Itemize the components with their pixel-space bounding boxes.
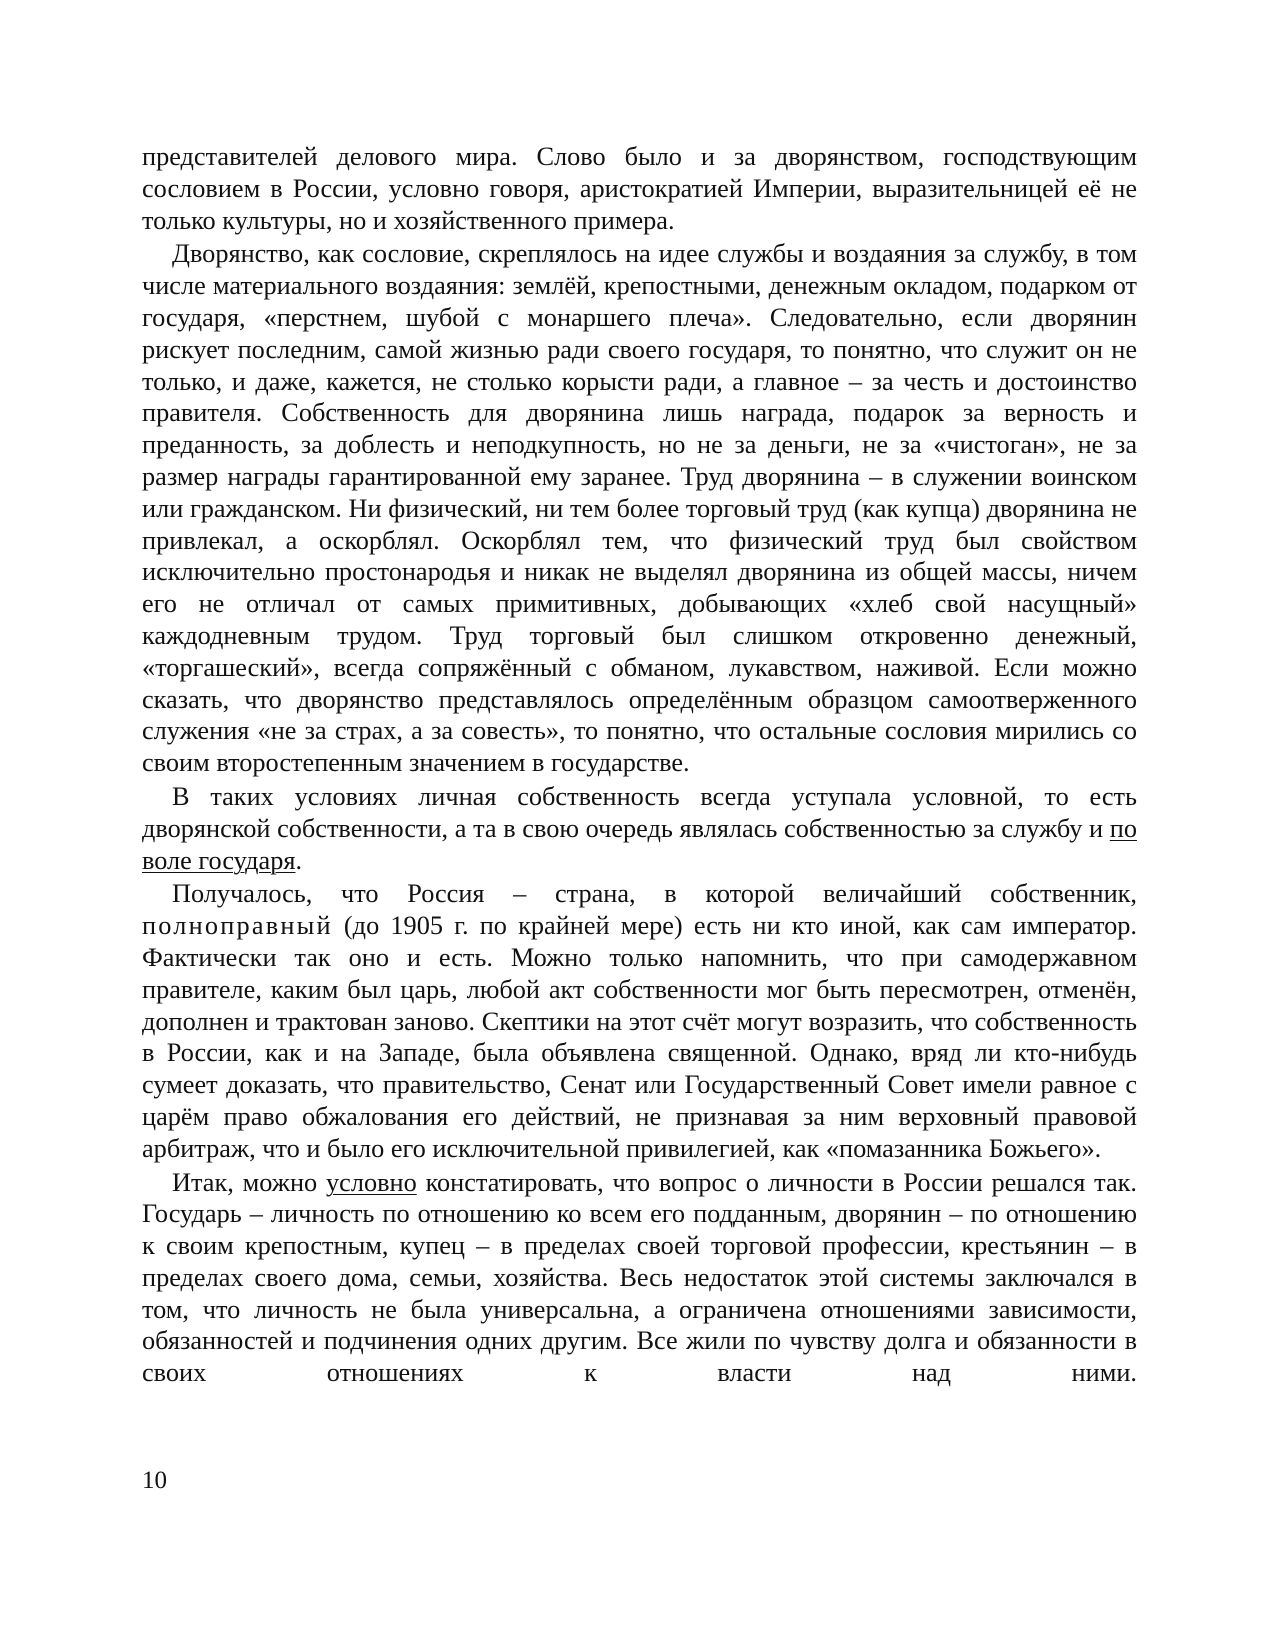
paragraph-3 xyxy=(142,781,1137,876)
paragraph-1-text: представителей делового мира. Слово было и за дворянством, господствующим сословием в России, условно говоря, аристократией Империи, выразительницей её не только культуры, но и хозяйственного примера. xyxy=(142,142,1137,235)
paragraph-2 xyxy=(142,238,1137,779)
body-text xyxy=(142,141,1137,1391)
paragraph-5-text-before: Итак, можно xyxy=(172,1167,327,1197)
page-number: 10 xyxy=(142,1467,167,1494)
paragraph-5-text-after: констатировать, что вопрос о личности в России решался так. Государь – личность по отношению ко всем его подданным, дворянин – по отношению к своим крепостным, купец – в пределах своей торговой профессии, крестьянин – в пределах своего дома, семьи, хозяйства. Весь недостаток этой системы заключался в том, что личность не была универсальна, а ограничена отношениями зависимости, обязанностей и подчинения одних другим. Все жили по чувству долга и обязанности в своих отношениях к власти над ними. xyxy=(142,1167,1138,1388)
spaced-word-polnopravny: полноправный xyxy=(142,911,333,941)
paragraph-3-text-before: В таких условиях личная собственность всегда уступала условной, то есть дворянской собственности, а та в свою очередь являлась собственностью за службу и xyxy=(142,781,1137,843)
paragraph-2-text: Дворянство, как сословие, скреплялось на идее службы и воздаяния за службу, в том числе материального воздаяния: землёй, крепостными, денежным окладом, подарком от государя, «перстнем, шубой с монаршего плеча». Следовательно, если дворянин рискует последним, самой жизнью ради своего государя, то понятно, что служит он не только, и даже, кажется, не столько корысти ради, а главное – за честь и достоинство правителя. Собственность для дворянина лишь награда, подарок за верность и преданность, за доблесть и неподкупность, но не за деньги, не за «чистоган», не за размер награды гарантированной ему заранее. Труд дворянина – в служении воинском или гражданском. Ни физический, ни тем более торговый труд (как купца) дворянина не привлекал, а оскорблял. Оскорблял тем, что физический труд был свойством исключительно простонародья и никак не выделял дворянина из общей массы, ничем его не отличал от самых примитивных, добывающих «хлеб свой насущный» каждодневным трудом. Труд торговый был слишком откровенно денежный, «торгашеский», всегда сопряжённый с обманом, лукавством, наживой. Если можно сказать, что дворянство представлялось определённым образцом самоотверженного служения «не за страх, а за совесть», то понятно, что остальные сословия мирились со своим второстепенным значением в государстве. xyxy=(142,239,1137,778)
paragraph-3-text-after: . xyxy=(295,845,303,875)
paragraph-4 xyxy=(142,878,1137,1164)
paragraph-4-text-after: (до 1905 г. по крайней мере) есть ни кто иной, как сам император. Фактически так оно и есть. Можно только напомнить, что при самодержавном правителе, каким был царь, любой акт собственности мог быть пересмотрен, отменён, дополнен и трактован заново. Скептики на этот счёт могут возразить, что собственность в России, как и на Западе, была объявлена священной. Однако, вряд ли кто-нибудь сумеет доказать, что правительство, Сенат или Государственный Совет имели равное с царём право обжалования его действий, не признавая за ним верховный правовой арбитраж, что и было его исключительной привилегией, как «помазанника Божьего». xyxy=(142,911,1137,1163)
underlined-word-uslovno: условно xyxy=(326,1167,417,1197)
paragraph-4-text-before: Получалось, что Россия – страна, в которой величайший собственник, xyxy=(172,879,1137,909)
underlined-phrase-po-vole-gosudarya: по воле государя xyxy=(142,813,1137,875)
paragraph-5 xyxy=(142,1167,1137,1390)
paragraph-1 xyxy=(142,141,1137,236)
